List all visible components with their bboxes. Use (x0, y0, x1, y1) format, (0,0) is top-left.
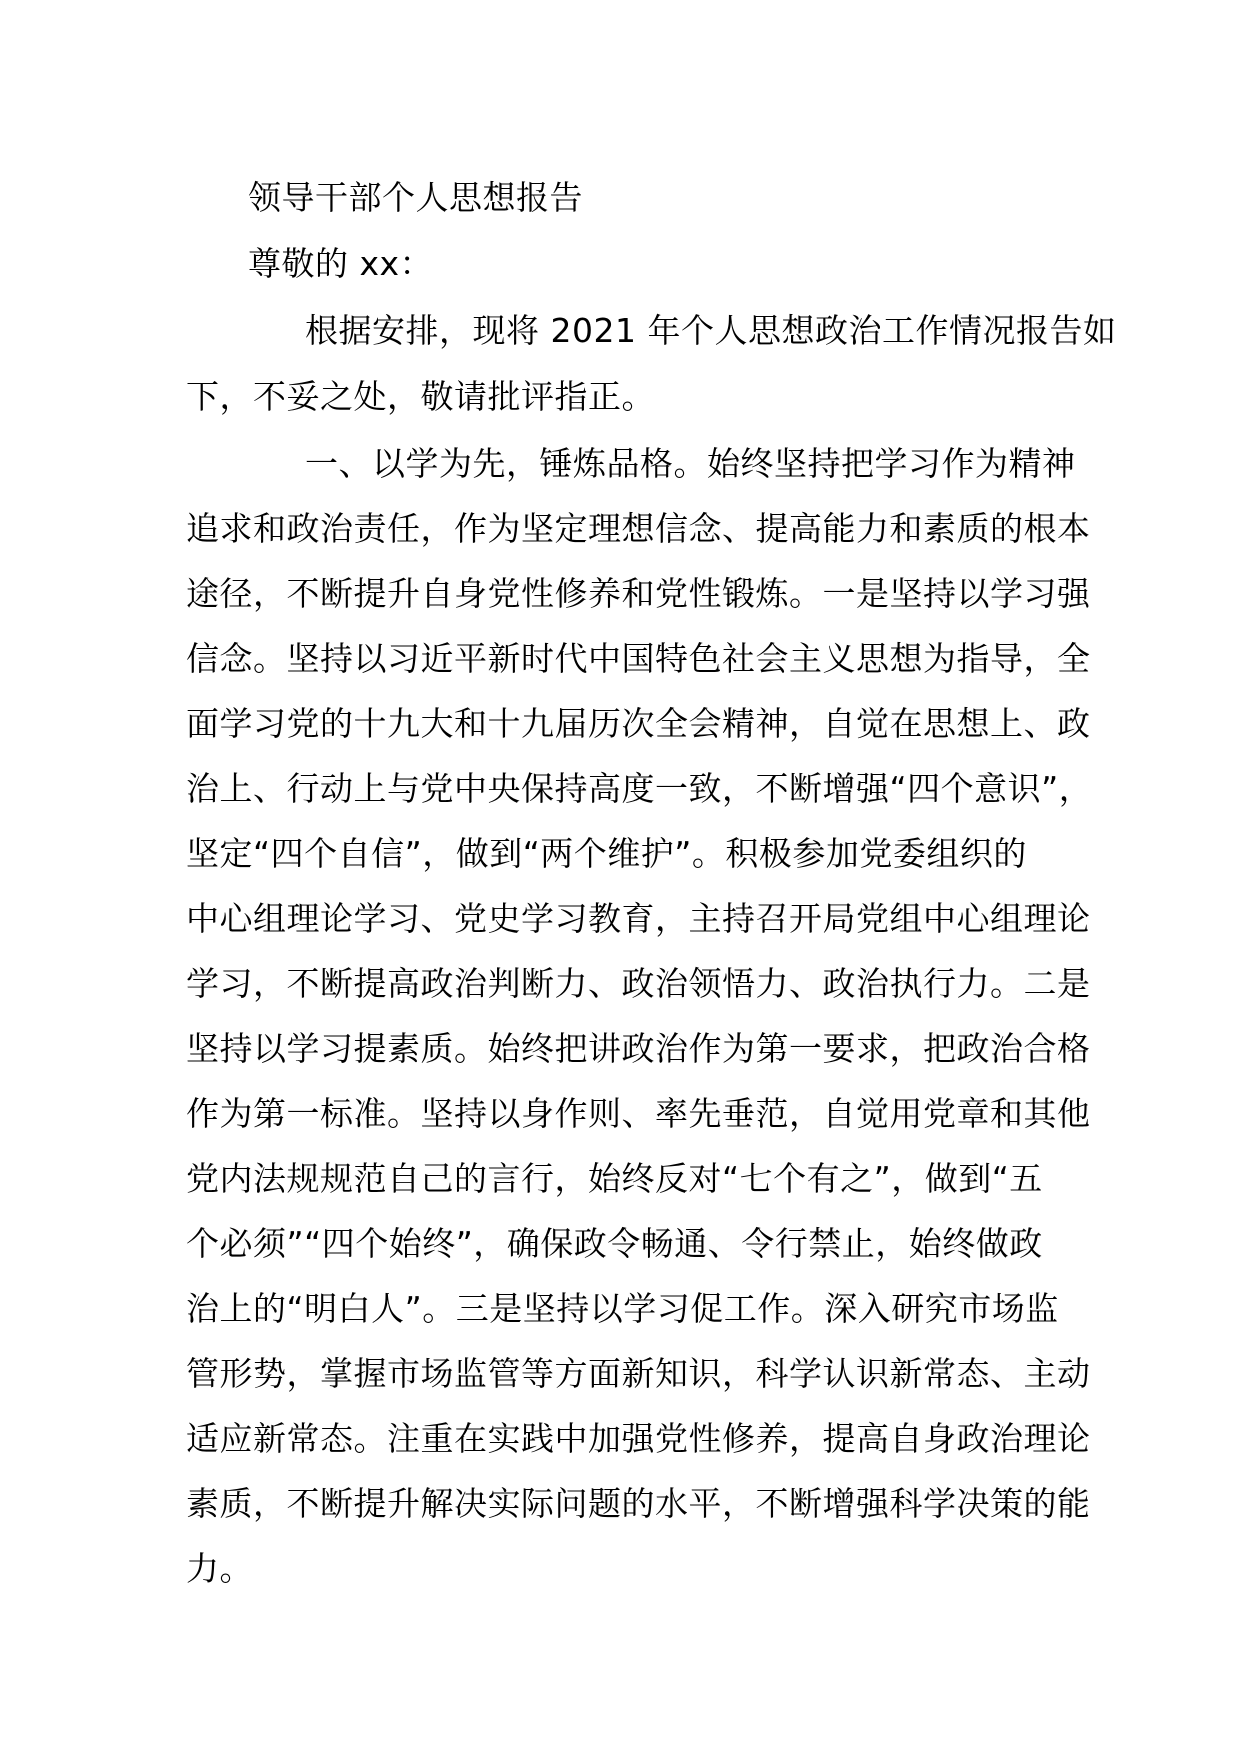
salutation: 尊敬的 xx： (248, 244, 434, 283)
document-title: 领导干部个人思想报告 (248, 178, 583, 217)
paragraph-line: 作为第一标准。坚持以身作则、率先垂范，自觉用党章和其他 (186, 1094, 1091, 1133)
paragraph-line: 面学习党的十九大和十九届历次全会精神，自觉在思想上、政 (186, 704, 1091, 743)
paragraph-line: 坚定“四个自信”，做到“两个维护”。积极参加党委组织的 (186, 834, 1027, 873)
paragraph-line: 适应新常态。注重在实践中加强党性修养，提高自身政治理论 (186, 1419, 1091, 1458)
paragraph-line: 信念。坚持以习近平新时代中国特色社会主义思想为指导，全 (186, 639, 1091, 678)
paragraph-line: 治上的“明白人”。三是坚持以学习促工作。深入研究市场监 (186, 1289, 1059, 1328)
paragraph-line: 坚持以学习提素质。始终把讲政治作为第一要求，把政治合格 (186, 1029, 1091, 1068)
paragraph-line: 力。 (186, 1549, 253, 1588)
paragraph-line: 根据安排，现将 2021 年个人思想政治工作情况报告如 (305, 311, 1117, 350)
paragraph-line: 一、以学为先，锤炼品格。始终坚持把学习作为精神 (305, 444, 1076, 483)
paragraph-line: 素质，不断提升解决实际问题的水平，不断增强科学决策的能 (186, 1484, 1091, 1523)
paragraph-line: 下，不妥之处，敬请批评指正。 (186, 377, 655, 416)
paragraph-line: 途径，不断提升自身党性修养和党性锻炼。一是坚持以学习强 (186, 574, 1091, 613)
paragraph-line: 党内法规规范自己的言行，始终反对“七个有之”，做到“五 (186, 1159, 1043, 1198)
paragraph-line: 学习，不断提高政治判断力、政治领悟力、政治执行力。二是 (186, 964, 1091, 1003)
paragraph-line: 中心组理论学习、党史学习教育，主持召开局党组中心组理论 (186, 899, 1091, 938)
paragraph-line: 追求和政治责任，作为坚定理想信念、提高能力和素质的根本 (186, 509, 1091, 548)
paragraph-line: 治上、行动上与党中央保持高度一致，不断增强“四个意识”， (186, 769, 1093, 808)
paragraph-line: 管形势，掌握市场监管等方面新知识，科学认识新常态、主动 (186, 1354, 1091, 1393)
paragraph-line: 个必须”“四个始终”，确保政令畅通、令行禁止，始终做政 (186, 1224, 1043, 1263)
